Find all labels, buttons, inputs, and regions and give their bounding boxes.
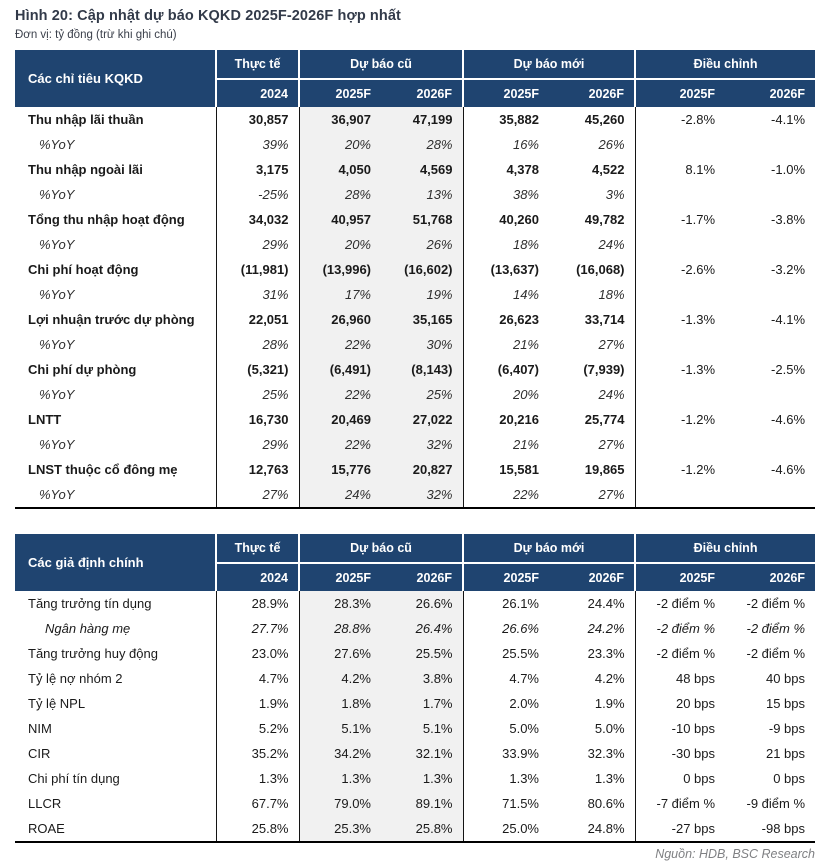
table-row [15,791,815,816]
cell-actual-2024: 4.7% [216,666,299,691]
cell-new-2025f: 14% [463,282,549,307]
cell-adj-2026f [725,182,815,207]
cell-adj-2026f [725,232,815,257]
cell-old-2025f: 28% [299,182,381,207]
cell-old-2026f: 3.8% [381,666,463,691]
cell-actual-2024: 27% [216,482,299,508]
cell-new-2025f: 25.0% [463,816,549,842]
cell-actual-2024: 28.9% [216,591,299,616]
cell-adj-2025f: -2 điểm % [635,591,725,616]
year-header-old-2026f: 2026F [381,79,463,107]
cell-actual-2024: 39% [216,132,299,157]
cell-new-2025f: 4.7% [463,666,549,691]
table-row [15,107,815,132]
cell-old-2026f: 32.1% [381,741,463,766]
cell-adj-2026f: -4.1% [771,312,806,327]
cell-old-2026f: 13% [381,182,463,207]
column-group-adjustment: Điều chỉnh [635,534,815,563]
cell-old-2025f: 34.2% [299,741,381,766]
cell-actual-2024: 27.7% [216,616,299,641]
year-header-new-2026f: 2026F [549,563,635,591]
kqkd-table-header [15,50,815,107]
cell-old-2025f: 26,960 [299,307,381,332]
cell-old-2026f: 30% [381,332,463,357]
row-label: Tỷ lệ nợ nhóm 2 [28,671,123,686]
cell-adj-2025f: -10 bps [635,716,725,741]
column-group-new-forecast: Dự báo mới [463,50,635,79]
cell-new-2025f: 16% [463,132,549,157]
row-label: Tăng trưởng huy động [28,646,158,661]
cell-old-2026f: 26.6% [381,591,463,616]
cell-adj-2026f: -9 bps [768,721,806,736]
cell-actual-2024: 1.9% [216,691,299,716]
cell-new-2026f: 27% [598,337,625,352]
table-row [15,716,815,741]
cell-new-2026f: 19,865 [584,462,625,477]
cell-adj-2025f: -1.2% [635,407,725,432]
table-row [15,382,815,407]
cell-adj-2025f [635,232,725,257]
cell-old-2026f: 47,199 [381,107,463,132]
cell-adj-2026f [725,282,815,307]
cell-adj-2026f: -9 điểm % [746,796,806,811]
table-row [15,132,815,157]
cell-old-2026f: 35,165 [381,307,463,332]
cell-actual-2024: 29% [216,432,299,457]
cell-new-2026f: 26% [598,137,625,152]
cell-old-2026f: 19% [381,282,463,307]
cell-adj-2025f: -1.3% [635,357,725,382]
cell-actual-2024: 29% [216,232,299,257]
row-label: Chi phí dự phòng [28,362,137,377]
table-row [15,207,815,232]
cell-adj-2025f: -30 bps [635,741,725,766]
cell-adj-2025f: -2 điểm % [635,616,725,641]
cell-new-2026f: 32.3% [587,746,625,761]
header-group-row [15,50,815,79]
column-header-assumptions: Các giả định chính [15,534,216,591]
cell-actual-2024: 25.8% [216,816,299,842]
year-header-old-2026f: 2026F [381,563,463,591]
column-group-old-forecast: Dự báo cũ [299,50,463,79]
cell-adj-2025f: -2 điểm % [635,641,725,666]
cell-adj-2026f: -2 điểm % [746,596,806,611]
cell-new-2025f: 22% [463,482,549,508]
cell-old-2025f: 28.8% [299,616,381,641]
row-label: LNTT [28,412,62,427]
row-label: %YoY [39,387,75,402]
table-row [15,766,815,791]
year-header-old-2025f: 2025F [299,79,381,107]
cell-new-2026f: 4,522 [591,162,625,177]
cell-adj-2025f [635,332,725,357]
cell-adj-2025f: -2.6% [635,257,725,282]
cell-old-2025f: 20% [299,232,381,257]
cell-adj-2026f: 40 bps [765,671,806,686]
cell-adj-2026f [725,482,815,508]
cell-old-2026f: 26.4% [381,616,463,641]
cell-actual-2024: 30,857 [216,107,299,132]
cell-new-2026f: 5.0% [594,721,625,736]
table-row [15,357,815,382]
cell-old-2026f: 32% [381,482,463,508]
cell-new-2025f: 26.6% [463,616,549,641]
cell-adj-2026f: -3.8% [771,212,806,227]
cell-old-2025f: 1.3% [299,766,381,791]
cell-old-2026f: 25% [381,382,463,407]
cell-old-2025f: 27.6% [299,641,381,666]
table-row [15,816,815,842]
cell-new-2026f: 49,782 [584,212,625,227]
cell-old-2025f: 15,776 [299,457,381,482]
cell-new-2026f: 45,260 [584,112,625,127]
table-row [15,591,815,616]
cell-new-2026f: 24.2% [587,621,625,636]
table-row [15,407,815,432]
cell-old-2026f: (16,602) [381,257,463,282]
cell-adj-2025f: -1.3% [635,307,725,332]
cell-old-2025f: 79.0% [299,791,381,816]
cell-actual-2024: 35.2% [216,741,299,766]
cell-old-2025f: 5.1% [299,716,381,741]
header-group-row [15,534,815,563]
cell-old-2026f: 1.3% [381,766,463,791]
cell-adj-2026f [725,432,815,457]
row-label: %YoY [39,487,75,502]
cell-adj-2026f: -4.1% [771,112,806,127]
assumptions-table [15,534,815,843]
cell-new-2025f: 2.0% [463,691,549,716]
cell-old-2026f: 28% [381,132,463,157]
row-label: Thu nhập ngoài lãi [28,162,143,177]
year-header-new-2026f: 2026F [549,79,635,107]
cell-new-2025f: 71.5% [463,791,549,816]
row-label: CIR [28,746,51,761]
cell-adj-2026f [725,382,815,407]
cell-old-2026f: 51,768 [381,207,463,232]
year-header-adj-2025f: 2025F [635,563,725,591]
cell-adj-2025f: 8.1% [635,157,725,182]
row-label: %YoY [39,337,75,352]
cell-adj-2026f: -4.6% [771,462,806,477]
table-row [15,157,815,182]
cell-adj-2025f [635,432,725,457]
unit-note: Đơn vị: tỷ đồng (trừ khi ghi chú) [15,29,177,41]
cell-actual-2024: 16,730 [216,407,299,432]
row-label: Lợi nhuận trước dự phòng [28,312,195,327]
assumptions-table-header [15,534,815,591]
cell-actual-2024: 31% [216,282,299,307]
row-label: %YoY [39,437,75,452]
cell-adj-2025f: 0 bps [635,766,725,791]
cell-new-2026f: (16,068) [576,262,625,277]
row-label: LLCR [28,796,62,811]
assumptions-table-body [15,591,815,842]
cell-new-2025f: 18% [463,232,549,257]
cell-new-2025f: 5.0% [463,716,549,741]
cell-new-2026f: (7,939) [583,362,625,377]
table-row [15,616,815,641]
table-row [15,307,815,332]
cell-adj-2026f [725,332,815,357]
cell-adj-2025f: -2.8% [635,107,725,132]
cell-new-2026f: 1.3% [594,771,625,786]
year-header-2024: 2024 [216,563,299,591]
cell-adj-2025f [635,282,725,307]
cell-new-2025f: 1.3% [463,766,549,791]
cell-adj-2025f [635,382,725,407]
table-row [15,432,815,457]
cell-new-2026f: 4.2% [594,671,625,686]
cell-adj-2026f: -98 bps [761,821,806,836]
row-label: %YoY [39,187,75,202]
cell-new-2026f: 23.3% [587,646,625,661]
cell-new-2025f: 20% [463,382,549,407]
cell-new-2026f: 1.9% [594,696,625,711]
cell-new-2025f: (6,407) [463,357,549,382]
table-row [15,332,815,357]
cell-adj-2025f: -7 điểm % [635,791,725,816]
kqkd-forecast-table [15,50,815,509]
cell-adj-2025f: 20 bps [635,691,725,716]
cell-new-2025f: 38% [463,182,549,207]
cell-old-2025f: 22% [299,382,381,407]
cell-adj-2026f: 21 bps [765,746,806,761]
cell-actual-2024: 28% [216,332,299,357]
cell-actual-2024: 34,032 [216,207,299,232]
cell-old-2025f: (13,996) [299,257,381,282]
row-label: Tổng thu nhập hoạt động [28,212,185,227]
table-row [15,741,815,766]
year-header-new-2025f: 2025F [463,563,549,591]
cell-new-2025f: 26.1% [463,591,549,616]
cell-new-2025f: 35,882 [463,107,549,132]
cell-adj-2026f: 15 bps [765,696,806,711]
cell-adj-2025f: 48 bps [635,666,725,691]
cell-adj-2026f: 0 bps [773,771,806,786]
cell-new-2025f: 21% [463,432,549,457]
cell-actual-2024: 22,051 [216,307,299,332]
cell-new-2025f: 21% [463,332,549,357]
cell-old-2025f: 40,957 [299,207,381,232]
cell-old-2025f: 17% [299,282,381,307]
cell-new-2025f: 40,260 [463,207,549,232]
year-header-adj-2026f: 2026F [725,563,815,591]
cell-new-2025f: (13,637) [463,257,549,282]
cell-old-2025f: 20,469 [299,407,381,432]
cell-new-2025f: 20,216 [463,407,549,432]
cell-adj-2026f: -3.2% [771,262,806,277]
cell-old-2026f: 4,569 [381,157,463,182]
row-label: LNST thuộc cổ đông mẹ [28,462,178,477]
row-label: %YoY [39,137,75,152]
cell-actual-2024: 25% [216,382,299,407]
cell-old-2026f: 26% [381,232,463,257]
table-row [15,232,815,257]
cell-new-2026f: 24.8% [587,821,625,836]
cell-adj-2025f: -1.7% [635,207,725,232]
row-label: %YoY [39,237,75,252]
cell-adj-2025f [635,132,725,157]
cell-old-2026f: 25.5% [381,641,463,666]
row-label: Ngân hàng mẹ [45,621,131,636]
cell-new-2025f: 33.9% [463,741,549,766]
table-row [15,641,815,666]
row-label: %YoY [39,287,75,302]
cell-actual-2024: 1.3% [216,766,299,791]
figure-title: Hình 20: Cập nhật dự báo KQKD 2025F-2026F hợp nhất [15,8,401,24]
column-group-actual: Thực tế [216,50,299,79]
column-group-old-forecast: Dự báo cũ [299,534,463,563]
cell-adj-2025f [635,482,725,508]
year-header-new-2025f: 2025F [463,79,549,107]
cell-new-2026f: 25,774 [584,412,625,427]
cell-old-2025f: 22% [299,432,381,457]
table-row [15,182,815,207]
cell-old-2026f: 32% [381,432,463,457]
row-label: Thu nhập lãi thuần [28,112,144,127]
table-row [15,691,815,716]
cell-old-2025f: 25.3% [299,816,381,842]
year-header-adj-2025f: 2025F [635,79,725,107]
table-row [15,257,815,282]
cell-new-2026f: 24% [598,387,625,402]
cell-new-2025f: 4,378 [463,157,549,182]
cell-actual-2024: -25% [216,182,299,207]
cell-new-2025f: 15,581 [463,457,549,482]
cell-actual-2024: 5.2% [216,716,299,741]
cell-new-2026f: 27% [598,437,625,452]
year-header-2024: 2024 [216,79,299,107]
cell-new-2026f: 24% [598,237,625,252]
cell-old-2026f: 1.7% [381,691,463,716]
cell-old-2025f: 28.3% [299,591,381,616]
cell-actual-2024: 12,763 [216,457,299,482]
cell-adj-2026f: -2.5% [771,362,806,377]
cell-actual-2024: 67.7% [216,791,299,816]
cell-actual-2024: 3,175 [216,157,299,182]
cell-old-2025f: 4,050 [299,157,381,182]
row-label: Chi phí tín dụng [28,771,120,786]
cell-adj-2026f: -2 điểm % [746,646,806,661]
cell-actual-2024: (11,981) [216,257,299,282]
column-group-actual: Thực tế [216,534,299,563]
cell-old-2026f: 5.1% [381,716,463,741]
source-note: Nguồn: HDB, BSC Research [655,847,815,861]
year-header-old-2025f: 2025F [299,563,381,591]
cell-adj-2026f: -4.6% [771,412,806,427]
cell-adj-2026f: -1.0% [771,162,806,177]
cell-old-2026f: 27,022 [381,407,463,432]
row-label: NIM [28,721,52,736]
cell-old-2025f: 20% [299,132,381,157]
table-row [15,282,815,307]
cell-old-2025f: 24% [299,482,381,508]
cell-adj-2026f: -2 điểm % [746,621,806,636]
row-label: Chi phí hoạt động [28,262,139,277]
year-header-adj-2026f: 2026F [725,79,815,107]
cell-old-2025f: 22% [299,332,381,357]
table-row [15,457,815,482]
cell-old-2026f: 25.8% [381,816,463,842]
cell-old-2025f: (6,491) [299,357,381,382]
column-header-metrics: Các chỉ tiêu KQKD [15,50,216,107]
cell-new-2026f: 3% [605,187,625,202]
cell-adj-2025f [635,182,725,207]
row-label: ROAE [28,821,65,836]
cell-adj-2025f: -27 bps [635,816,725,842]
cell-new-2026f: 24.4% [587,596,625,611]
cell-old-2026f: 89.1% [381,791,463,816]
cell-old-2025f: 1.8% [299,691,381,716]
cell-old-2026f: 20,827 [381,457,463,482]
cell-old-2025f: 36,907 [299,107,381,132]
cell-new-2026f: 33,714 [584,312,625,327]
cell-adj-2025f: -1.2% [635,457,725,482]
cell-new-2026f: 27% [598,487,625,502]
column-group-adjustment: Điều chỉnh [635,50,815,79]
cell-old-2025f: 4.2% [299,666,381,691]
cell-old-2026f: (8,143) [381,357,463,382]
row-label: Tăng trưởng tín dụng [28,596,152,611]
column-group-new-forecast: Dự báo mới [463,534,635,563]
cell-actual-2024: 23.0% [216,641,299,666]
kqkd-table-body [15,107,815,508]
cell-new-2026f: 18% [598,287,625,302]
cell-new-2025f: 25.5% [463,641,549,666]
cell-adj-2026f [725,132,815,157]
cell-new-2025f: 26,623 [463,307,549,332]
row-label: Tỷ lệ NPL [28,696,86,711]
table-row [15,666,815,691]
cell-new-2026f: 80.6% [587,796,625,811]
cell-actual-2024: (5,321) [216,357,299,382]
table-row [15,482,815,508]
